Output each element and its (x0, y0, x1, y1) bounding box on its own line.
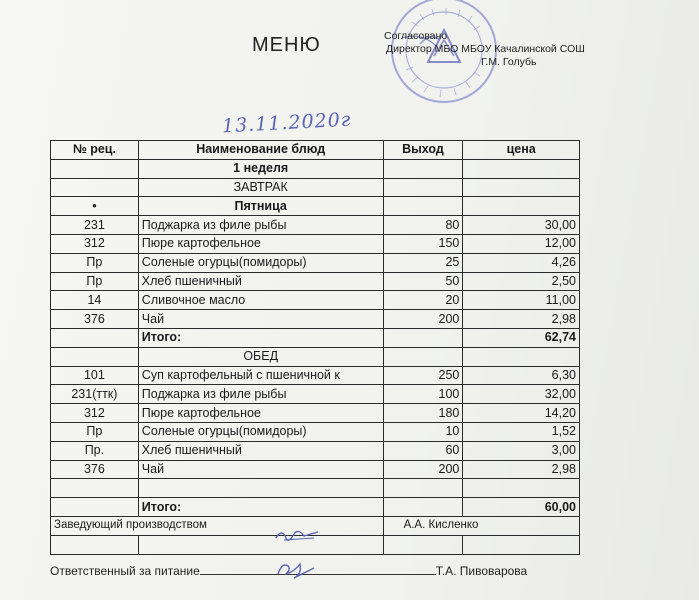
approval-name: Г.М. Голубь (481, 56, 537, 68)
recipe-no: 312 (51, 234, 139, 253)
dish-price: 3,00 (463, 441, 580, 460)
dish-price: 14,20 (463, 404, 580, 423)
dish-price: 4,26 (463, 253, 580, 272)
dish-name: Чай (138, 460, 383, 479)
day-row (51, 197, 580, 216)
lunch-total-value: 60,00 (463, 498, 580, 517)
recipe-no: 312 (51, 404, 139, 423)
recipe-no: 14 (51, 291, 139, 310)
menu-table (50, 140, 580, 555)
header-recipe-no: № рец. (51, 141, 139, 160)
dish-name: Хлеб пшеничный (138, 441, 383, 460)
manager-label: Заведующий производством (51, 516, 384, 535)
approval-block (384, 30, 634, 69)
dish-output: 60 (383, 441, 463, 460)
dish-name: Пюре картофельное (138, 404, 383, 423)
recipe-no: 376 (51, 310, 139, 329)
dish-output: 200 (383, 460, 463, 479)
table-row (51, 366, 580, 385)
table-row (51, 253, 580, 272)
week-label: 1 неделя (138, 159, 383, 178)
recipe-no: 231(ттк) (51, 385, 139, 404)
table-row (51, 272, 580, 291)
dish-name: Хлеб пшеничный (138, 272, 383, 291)
responsible-signature-icon (270, 558, 330, 582)
day-marker: • (51, 197, 139, 216)
dish-name: Поджарка из филе рыбы (138, 216, 383, 235)
dish-output: 10 (383, 422, 463, 441)
page-title: МЕНЮ (252, 34, 321, 56)
breakfast-total-row (51, 328, 580, 347)
dish-name: Поджарка из филе рыбы (138, 385, 383, 404)
dish-output: 80 (383, 216, 463, 235)
dish-name: Сливочное масло (138, 291, 383, 310)
breakfast-section-row (51, 178, 580, 197)
table-row (51, 385, 580, 404)
dish-price: 2,50 (463, 272, 580, 291)
handwritten-date: 13.11.2020г (221, 108, 352, 138)
dish-price: 6,30 (463, 366, 580, 385)
day-label: Пятница (138, 197, 383, 216)
dish-output: 200 (383, 310, 463, 329)
recipe-no: Пр (51, 422, 139, 441)
recipe-no: Пр (51, 272, 139, 291)
dish-name: Соленые огурцы(помидоры) (138, 253, 383, 272)
recipe-no: Пр. (51, 441, 139, 460)
table-row (51, 422, 580, 441)
dish-price: 1,52 (463, 422, 580, 441)
approval-director: Директор МБО МБОУ Качалинской СОШ (386, 43, 585, 55)
dish-price: 2,98 (463, 460, 580, 479)
dish-price: 32,00 (463, 385, 580, 404)
dish-output: 150 (383, 234, 463, 253)
lunch-section-row (51, 347, 580, 366)
dish-name: Соленые огурцы(помидоры) (138, 422, 383, 441)
table-row (51, 234, 580, 253)
spacer-row (51, 479, 580, 498)
header-dish-name: Наименование блюд (138, 141, 383, 160)
dish-name: Чай (138, 310, 383, 329)
dish-output: 250 (383, 366, 463, 385)
manager-name: А.А. Кисленко (383, 516, 579, 535)
header-price: цена (463, 141, 580, 160)
dish-output: 20 (383, 291, 463, 310)
responsible-label: Ответственный за питание (50, 564, 200, 578)
recipe-no: 101 (51, 366, 139, 385)
table-row (51, 441, 580, 460)
dish-output: 50 (383, 272, 463, 291)
dish-price: 12,00 (463, 234, 580, 253)
dish-name: Суп картофельный с пшеничной к (138, 366, 383, 385)
table-row (51, 310, 580, 329)
dish-output: 25 (383, 253, 463, 272)
recipe-no: Пр (51, 253, 139, 272)
table-header-row (51, 141, 580, 160)
table-row (51, 216, 580, 235)
dish-output: 100 (383, 385, 463, 404)
lunch-total-row (51, 498, 580, 517)
responsible-name: Т.А. Пивоварова (435, 564, 528, 578)
lunch-label: ОБЕД (138, 347, 383, 366)
dish-price: 30,00 (463, 216, 580, 235)
header-output: Выход (383, 141, 463, 160)
dish-price: 11,00 (463, 291, 580, 310)
manager-signature-icon (270, 524, 330, 546)
dish-price: 2,98 (463, 310, 580, 329)
week-row (51, 159, 580, 178)
breakfast-total-value: 62,74 (463, 328, 580, 347)
breakfast-total-label: Итого: (138, 328, 383, 347)
table-row (51, 460, 580, 479)
lunch-total-label: Итого: (138, 498, 383, 517)
table-row (51, 291, 580, 310)
recipe-no: 231 (51, 216, 139, 235)
recipe-no: 376 (51, 460, 139, 479)
dish-output: 180 (383, 404, 463, 423)
breakfast-label: ЗАВТРАК (138, 178, 383, 197)
table-row (51, 404, 580, 423)
dish-name: Пюре картофельное (138, 234, 383, 253)
approval-heading: Согласовано (384, 30, 448, 42)
